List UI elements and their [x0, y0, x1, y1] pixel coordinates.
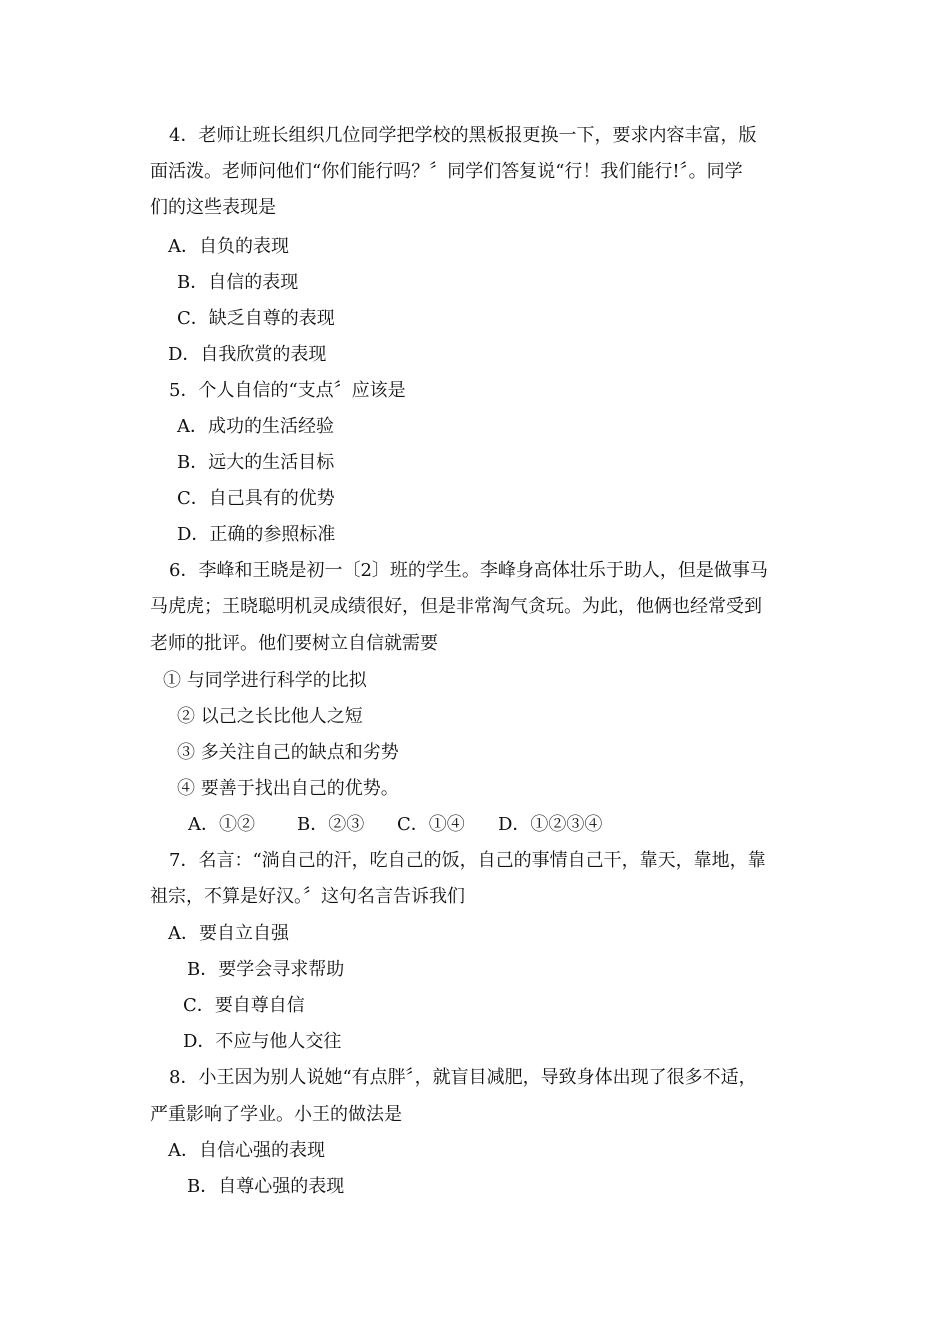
- q6-option-b: B．②③: [297, 814, 365, 835]
- q8-stem-line-2: 严重影响了学业。小王的做法是: [150, 1104, 402, 1125]
- q4-option-b: B．自信的表现: [177, 272, 299, 293]
- q6-item-3: ③ 多关注自己的缺点和劣势: [177, 742, 399, 763]
- q6-stem-line-1: 6．李峰和王晓是初一〔2〕班的学生。李峰身高体壮乐于助人，但是做事马: [169, 560, 768, 581]
- q5-stem: 5．个人自信的“支点〞应该是: [169, 380, 406, 401]
- q6-stem-line-2: 马虎虎；王晓聪明机灵成绩很好，但是非常淘气贪玩。为此，他俩也经常受到: [150, 596, 762, 617]
- q8-stem-line-1: 8．小王因为别人说她“有点胖〞，就盲目减肥，导致身体出现了很多不适，: [169, 1067, 757, 1088]
- q7-option-b: B．要学会寻求帮助: [187, 959, 345, 980]
- q4-option-a: A．自负的表现: [168, 236, 289, 257]
- q4-stem-line-3: 们的这些表现是: [150, 197, 276, 218]
- q6-item-2: ② 以己之长比他人之短: [177, 706, 363, 727]
- q7-stem-line-2: 祖宗，不算是好汉。〞这句名言告诉我们: [150, 886, 465, 907]
- q8-option-b: B．自尊心强的表现: [187, 1176, 345, 1197]
- q7-option-c: C．要自尊自信: [183, 995, 305, 1016]
- q6-option-d: D．①②③④: [498, 814, 603, 835]
- q6-item-1: ① 与同学进行科学的比拟: [163, 670, 367, 691]
- q5-option-d: D．正确的参照标准: [177, 524, 336, 545]
- q4-option-d: D．自我欣赏的表现: [168, 344, 327, 365]
- q7-option-d: D．不应与他人交往: [183, 1031, 342, 1052]
- q7-option-a: A．要自立自强: [168, 923, 289, 944]
- q5-option-c: C．自己具有的优势: [177, 488, 335, 509]
- q7-stem-line-1: 7．名言：“淌自己的汗，吃自己的饭，自己的事情自己干，靠天，靠地，靠: [169, 850, 766, 871]
- q6-stem-line-3: 老师的批评。他们要树立自信就需要: [150, 633, 438, 654]
- q5-option-b: B．远大的生活目标: [177, 452, 335, 473]
- q5-option-a: A．成功的生活经验: [177, 416, 334, 437]
- q6-item-4: ④ 要善于找出自己的优势。: [177, 778, 399, 799]
- q6-option-c: C．①④: [397, 814, 465, 835]
- q6-option-a: A．①②: [188, 814, 255, 835]
- q4-option-c: C．缺乏自尊的表现: [177, 308, 335, 329]
- q4-stem-line-2: 面活泼。老师问他们“你们能行吗？〞同学们答复说“行！我们能行!〞。同学: [150, 161, 743, 182]
- q8-option-a: A．自信心强的表现: [168, 1140, 325, 1161]
- q4-stem-line-1: 4．老师让班长组织几位同学把学校的黑板报更换一下，要求内容丰富，版: [169, 125, 757, 146]
